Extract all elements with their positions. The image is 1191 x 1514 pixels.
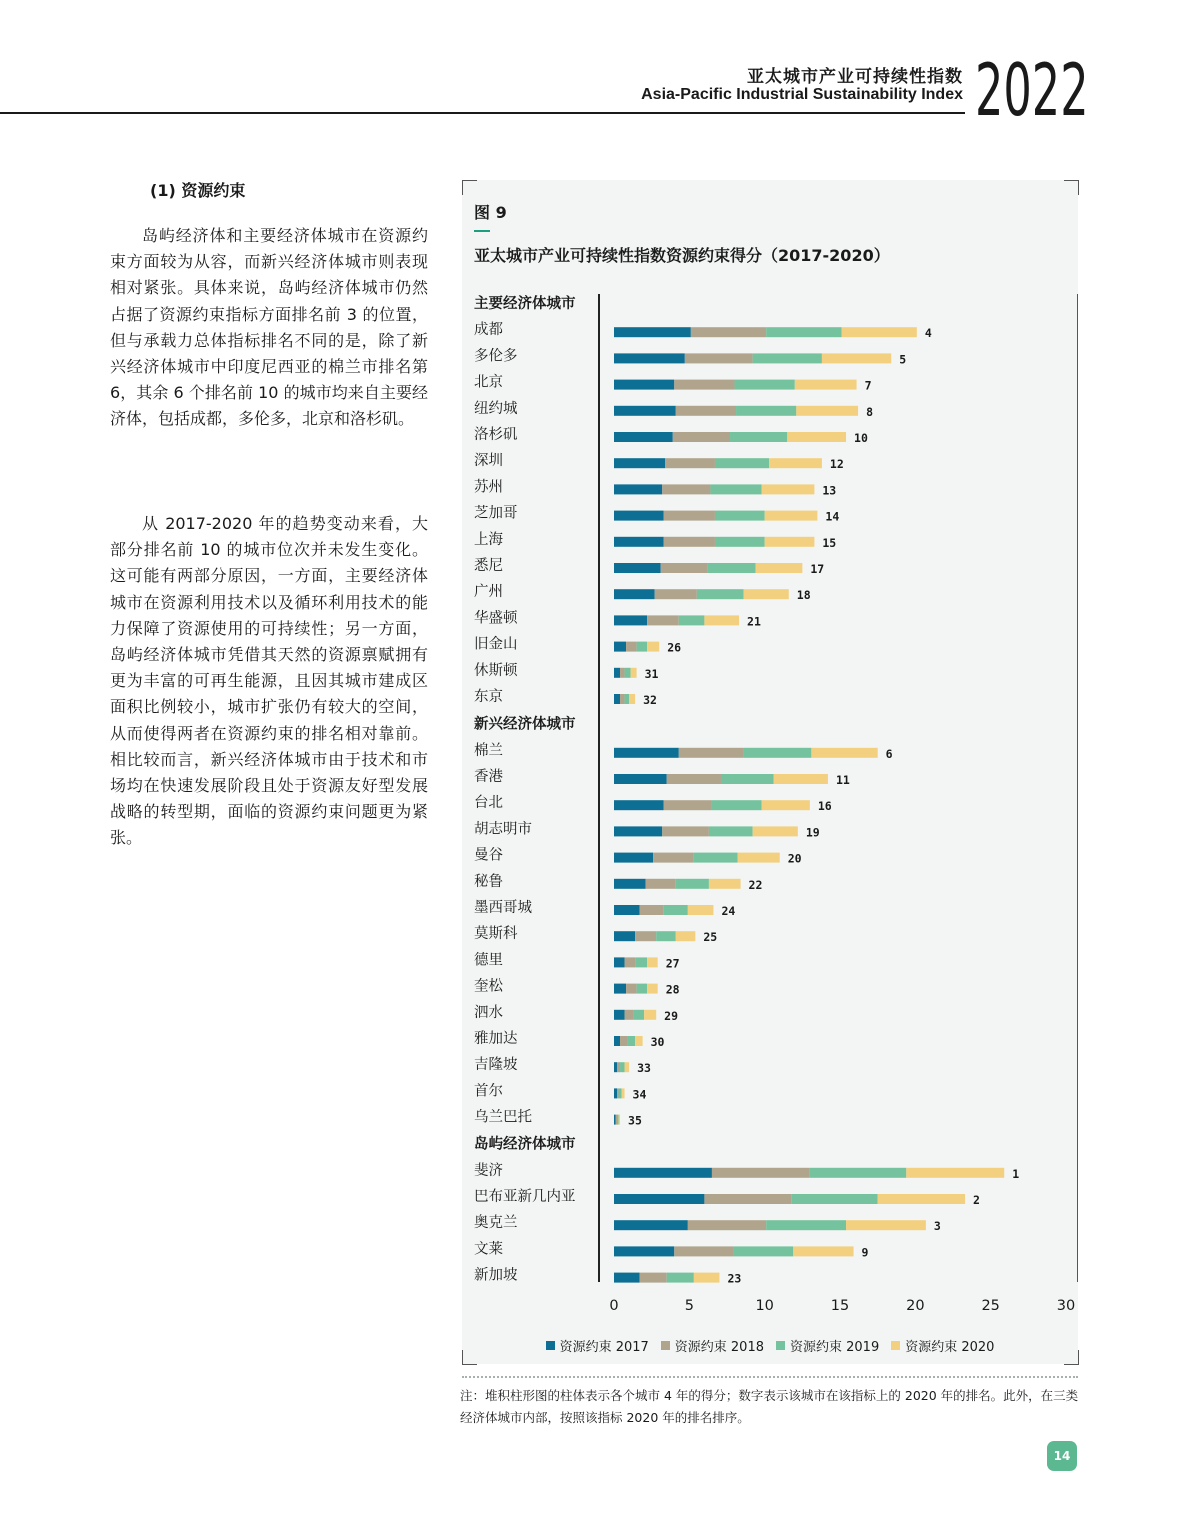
rank-label: 19 bbox=[805, 825, 820, 840]
bar-segment bbox=[614, 1273, 640, 1283]
rank-label: 7 bbox=[864, 378, 872, 393]
bar-segment bbox=[710, 484, 761, 494]
header-title-cn: 亚太城市产业可持续性指数 bbox=[747, 67, 963, 87]
bar-segment bbox=[656, 931, 676, 941]
corner-mark bbox=[1064, 180, 1079, 195]
bar-segment bbox=[715, 511, 765, 521]
bar-segment bbox=[617, 1062, 620, 1072]
bar-segment bbox=[614, 774, 667, 784]
city-label: 东京 bbox=[474, 689, 503, 705]
bar-segment bbox=[614, 800, 664, 810]
bar-segment bbox=[662, 484, 710, 494]
rank-label: 28 bbox=[665, 982, 680, 997]
body-paragraph: 岛屿经济体和主要经济体城市在资源约束方面较为从容，而新兴经济体城市则表现相对紧张。具体来说，岛屿经济体城市仍然占据了资源约束指标方面排名前 3 的位置，但与承载力总体指标排名不同的是，除了新兴经济体城市中印度尼西亚的棉兰市排名第 6，其余 6 个排名前 10 的城市均来自主要经济体，包括成都，多伦多，北京和洛杉矶。 bbox=[110, 226, 428, 429]
x-tick-label: 15 bbox=[830, 1298, 850, 1314]
city-label: 莫斯科 bbox=[474, 926, 518, 943]
rank-label: 23 bbox=[727, 1271, 742, 1286]
bar-segment bbox=[646, 879, 676, 889]
header-title-en: Asia-Pacific Industrial Sustainability Index bbox=[641, 86, 963, 103]
bar-segment bbox=[614, 984, 626, 994]
bar-segment bbox=[622, 1088, 625, 1098]
bar-segment bbox=[619, 1088, 622, 1098]
legend-item bbox=[776, 1336, 879, 1355]
bar-segment bbox=[661, 563, 708, 573]
bar-segment bbox=[614, 511, 664, 521]
bar-segment bbox=[614, 826, 662, 836]
rank-label: 15 bbox=[822, 535, 837, 550]
bar-segment bbox=[756, 563, 803, 573]
bar-segment bbox=[664, 537, 715, 547]
city-label: 成都 bbox=[474, 322, 503, 339]
x-tick-label: 25 bbox=[981, 1298, 1000, 1314]
bar-segment bbox=[810, 1168, 906, 1178]
bar-segment bbox=[640, 905, 664, 915]
bar-segment bbox=[676, 931, 696, 941]
bar-segment bbox=[637, 984, 648, 994]
city-label: 奎松 bbox=[474, 978, 503, 995]
city-label: 香港 bbox=[474, 769, 503, 785]
bar-segment bbox=[637, 642, 648, 652]
bar-segment bbox=[620, 1036, 628, 1046]
rank-label: 8 bbox=[866, 404, 874, 419]
bar-segment bbox=[614, 879, 646, 889]
bar-segment bbox=[614, 957, 625, 967]
x-tick-label: 0 bbox=[609, 1298, 619, 1314]
bar-segment bbox=[631, 668, 637, 678]
rank-label: 24 bbox=[721, 904, 736, 918]
bar-segment bbox=[620, 694, 625, 704]
legend-swatch bbox=[891, 1341, 900, 1350]
bar-segment bbox=[694, 1273, 720, 1283]
rank-label: 11 bbox=[835, 773, 850, 787]
x-tick-label: 5 bbox=[684, 1298, 694, 1314]
legend-item bbox=[546, 1336, 649, 1355]
bar-segment bbox=[640, 1273, 667, 1283]
x-tick-label: 10 bbox=[755, 1298, 774, 1314]
city-label: 文莱 bbox=[474, 1241, 503, 1258]
bar-segment bbox=[679, 615, 705, 625]
rank-label: 29 bbox=[664, 1008, 679, 1023]
bar-segment bbox=[766, 1220, 846, 1230]
rank-label: 17 bbox=[810, 562, 825, 576]
bar-segment bbox=[614, 642, 626, 652]
bar-segment bbox=[688, 905, 714, 915]
stacked-bar-chart bbox=[462, 280, 1078, 1320]
bar-segment bbox=[617, 1088, 619, 1098]
rank-label: 31 bbox=[644, 666, 659, 681]
rank-label: 5 bbox=[899, 352, 907, 367]
bar-segment bbox=[667, 774, 721, 784]
city-label: 纽约城 bbox=[474, 400, 518, 417]
bar-segment bbox=[664, 511, 715, 521]
city-label: 墨西哥城 bbox=[474, 900, 532, 916]
bar-segment bbox=[625, 1010, 634, 1020]
bar-segment bbox=[762, 800, 810, 810]
group-label: 主要经济体城市 bbox=[474, 296, 576, 312]
legend-item bbox=[661, 1336, 764, 1355]
city-label: 德里 bbox=[474, 952, 503, 969]
city-label: 秘鲁 bbox=[474, 873, 503, 890]
x-tick-label: 30 bbox=[1056, 1298, 1076, 1314]
bar-segment bbox=[653, 853, 694, 863]
bar-segment bbox=[644, 1010, 656, 1020]
rank-label: 4 bbox=[924, 326, 932, 341]
bar-segment bbox=[753, 353, 822, 363]
bar-segment bbox=[715, 537, 765, 547]
rank-label: 13 bbox=[822, 483, 837, 498]
city-label: 棉兰 bbox=[474, 742, 503, 759]
bar-segment bbox=[655, 589, 697, 599]
bar-segment bbox=[616, 1115, 618, 1125]
bar-segment bbox=[685, 353, 753, 363]
bar-segment bbox=[822, 353, 891, 363]
bar-segment bbox=[635, 931, 656, 941]
bar-segment bbox=[795, 380, 857, 390]
bar-segment bbox=[674, 380, 734, 390]
header-year: 2022 bbox=[975, 48, 1089, 132]
rank-label: 25 bbox=[703, 930, 718, 945]
bar-segment bbox=[736, 406, 796, 416]
bar-segment bbox=[614, 694, 620, 704]
bar-segment bbox=[665, 458, 715, 468]
bar-segment bbox=[614, 380, 674, 390]
bar-segment bbox=[662, 826, 709, 836]
bar-segment bbox=[769, 458, 822, 468]
x-tick-label: 20 bbox=[906, 1298, 925, 1314]
bar-segment bbox=[674, 1246, 733, 1256]
bar-segment bbox=[694, 853, 738, 863]
city-label: 广州 bbox=[474, 584, 503, 601]
city-label: 吉隆坡 bbox=[474, 1057, 518, 1074]
rank-label: 6 bbox=[885, 746, 893, 761]
city-label: 新加坡 bbox=[474, 1267, 518, 1284]
bar-segment bbox=[614, 458, 665, 468]
bar-segment bbox=[707, 563, 755, 573]
bar-segment bbox=[647, 957, 658, 967]
bar-segment bbox=[673, 432, 730, 442]
city-label: 深圳 bbox=[474, 453, 503, 470]
bar-segment bbox=[842, 327, 917, 337]
bar-segment bbox=[735, 380, 795, 390]
bar-segment bbox=[744, 748, 812, 758]
bar-segment bbox=[614, 905, 640, 915]
corner-mark bbox=[462, 180, 477, 195]
city-label: 台北 bbox=[474, 795, 503, 812]
bar-segment bbox=[664, 905, 688, 915]
city-label: 泗水 bbox=[474, 1004, 503, 1021]
bar-segment bbox=[614, 853, 653, 863]
bar-segment bbox=[691, 327, 766, 337]
bar-segment bbox=[647, 984, 658, 994]
bar-segment bbox=[721, 774, 774, 784]
bar-segment bbox=[614, 1088, 617, 1098]
bar-segment bbox=[614, 1220, 688, 1230]
rank-label: 3 bbox=[933, 1219, 941, 1234]
legend-swatch bbox=[546, 1341, 555, 1350]
group-label: 新兴经济体城市 bbox=[474, 716, 576, 733]
bar-segment bbox=[614, 1115, 616, 1125]
city-label: 北京 bbox=[474, 374, 503, 391]
bar-segment bbox=[730, 432, 787, 442]
rank-label: 10 bbox=[854, 431, 868, 445]
bar-segment bbox=[635, 957, 647, 967]
city-label: 洛杉矶 bbox=[474, 427, 518, 443]
bar-segment bbox=[765, 537, 815, 547]
bar-segment bbox=[676, 406, 736, 416]
bar-segment bbox=[647, 615, 679, 625]
bar-segment bbox=[614, 1246, 674, 1256]
bar-segment bbox=[766, 327, 841, 337]
bar-segment bbox=[878, 1194, 965, 1204]
rank-label: 2 bbox=[973, 1193, 980, 1207]
rank-label: 14 bbox=[825, 509, 840, 524]
bar-segment bbox=[846, 1220, 926, 1230]
rank-label: 34 bbox=[632, 1087, 647, 1102]
city-label: 奥克兰 bbox=[474, 1215, 518, 1232]
bar-segment bbox=[712, 800, 762, 810]
bar-segment bbox=[614, 484, 662, 494]
bar-segment bbox=[762, 484, 815, 494]
bar-segment bbox=[796, 406, 858, 416]
bar-segment bbox=[625, 694, 630, 704]
bar-segment bbox=[614, 668, 620, 678]
bar-segment bbox=[679, 748, 744, 758]
bar-segment bbox=[765, 511, 818, 521]
rank-label: 33 bbox=[637, 1061, 651, 1076]
city-label: 首尔 bbox=[474, 1083, 503, 1100]
body-paragraph: 从 2017-2020 年的趋势变动来看，大部分排名前 10 的城市位次并未发生变化。这可能有两部分原因，一方面，主要经济体城市在资源利用技术以及循环利用技术的能力保障了资源使用的可持续性；另一方面，岛屿经济体城市凭借其天然的资源禀赋拥有更为丰富的可再生能源，且因其城市建成区面积比例较小，城市扩张仍有较大的空间，从而使得两者在资源约束的排名相对靠前。相比较而言，新兴经济体城市由于技术和市场均在快速发展阶段且处于资源友好型发展战略的转型期，面临的资源约束问题更为紧张。 bbox=[110, 514, 428, 848]
bar-segment bbox=[625, 668, 631, 678]
figure-note: 注：堆积柱形图的柱体表示各个城市 4 年的得分；数字表示该城市在该指标上的 2020 年的排名。此外，在三类经济体城市内部，按照该指标 2020 年的排名排序。 bbox=[460, 1388, 1079, 1425]
bar-segment bbox=[614, 537, 664, 547]
header-rule bbox=[0, 112, 965, 114]
bar-segment bbox=[733, 1246, 793, 1256]
city-label: 雅加达 bbox=[474, 1031, 518, 1047]
bar-segment bbox=[625, 1062, 630, 1072]
bar-segment bbox=[614, 1168, 712, 1178]
bar-segment bbox=[614, 432, 673, 442]
city-label: 曼谷 bbox=[474, 847, 503, 864]
rank-label: 21 bbox=[747, 614, 761, 629]
bar-segment bbox=[625, 957, 636, 967]
rank-label: 27 bbox=[665, 956, 680, 971]
city-label: 胡志明市 bbox=[474, 821, 532, 838]
city-label: 华盛顿 bbox=[474, 610, 518, 627]
section-title: (1) 资源约束 bbox=[150, 181, 246, 200]
city-label: 上海 bbox=[474, 531, 503, 548]
figure-label: 图 9 bbox=[474, 203, 507, 222]
bar-segment bbox=[704, 1194, 791, 1204]
bar-segment bbox=[744, 589, 789, 599]
legend-label: 资源约束 2017 bbox=[559, 1340, 649, 1355]
bar-segment bbox=[635, 1036, 643, 1046]
bar-segment bbox=[906, 1168, 1004, 1178]
city-label: 巴布亚新几内亚 bbox=[474, 1189, 576, 1205]
bar-segment bbox=[614, 406, 676, 416]
bar-segment bbox=[619, 1115, 621, 1125]
legend-label: 资源约束 2019 bbox=[790, 1340, 880, 1355]
rank-label: 30 bbox=[650, 1035, 665, 1049]
bar-segment bbox=[614, 1194, 704, 1204]
bar-segment bbox=[688, 1220, 766, 1230]
bar-segment bbox=[614, 931, 635, 941]
rank-label: 12 bbox=[829, 457, 844, 472]
rank-label: 20 bbox=[787, 851, 802, 866]
bar-segment bbox=[614, 1010, 625, 1020]
bar-segment bbox=[709, 826, 753, 836]
bar-segment bbox=[614, 589, 655, 599]
city-label: 旧金山 bbox=[474, 636, 518, 653]
city-label: 悉尼 bbox=[474, 558, 503, 574]
bar-segment bbox=[792, 1194, 878, 1204]
bar-segment bbox=[626, 984, 637, 994]
page-number: 14 bbox=[1047, 1441, 1077, 1471]
bar-segment bbox=[620, 1062, 625, 1072]
city-label: 休斯顿 bbox=[474, 662, 518, 679]
legend-swatch bbox=[661, 1341, 670, 1350]
group-label: 岛屿经济体城市 bbox=[474, 1136, 576, 1153]
legend-label: 资源约束 2020 bbox=[905, 1340, 995, 1355]
bar-segment bbox=[629, 694, 635, 704]
city-label: 斐济 bbox=[474, 1162, 503, 1179]
figure-accent-dash bbox=[474, 230, 490, 232]
city-label: 苏州 bbox=[474, 479, 503, 496]
bar-segment bbox=[787, 432, 846, 442]
bar-segment bbox=[614, 1062, 617, 1072]
bar-segment bbox=[626, 642, 637, 652]
legend-swatch bbox=[776, 1341, 785, 1350]
city-label: 芝加哥 bbox=[474, 505, 518, 522]
rank-label: 1 bbox=[1012, 1166, 1020, 1181]
figure-title: 亚太城市产业可持续性指数资源约束得分（2017-2020） bbox=[474, 246, 890, 265]
rank-label: 35 bbox=[628, 1113, 642, 1128]
bar-segment bbox=[667, 1273, 694, 1283]
bar-segment bbox=[676, 879, 709, 889]
dotted-divider bbox=[462, 1376, 1078, 1378]
rank-label: 18 bbox=[796, 588, 811, 603]
bar-segment bbox=[634, 1010, 645, 1020]
bar-segment bbox=[715, 458, 769, 468]
bar-segment bbox=[704, 615, 739, 625]
rank-label: 32 bbox=[643, 693, 657, 707]
bar-segment bbox=[793, 1246, 853, 1256]
legend-label: 资源约束 2018 bbox=[674, 1340, 764, 1355]
legend-item bbox=[891, 1336, 994, 1355]
bar-segment bbox=[617, 1115, 619, 1125]
rank-label: 26 bbox=[667, 640, 682, 655]
bar-segment bbox=[614, 563, 661, 573]
bar-segment bbox=[774, 774, 828, 784]
bar-segment bbox=[614, 1036, 620, 1046]
rank-label: 22 bbox=[748, 877, 763, 892]
bar-segment bbox=[647, 642, 659, 652]
bar-segment bbox=[709, 879, 741, 889]
chart-legend bbox=[462, 1336, 1078, 1355]
bar-segment bbox=[614, 353, 685, 363]
bar-segment bbox=[620, 668, 625, 678]
bar-segment bbox=[697, 589, 744, 599]
bar-segment bbox=[664, 800, 712, 810]
bar-segment bbox=[614, 615, 647, 625]
bar-segment bbox=[614, 327, 691, 337]
bar-segment bbox=[753, 826, 798, 836]
bar-segment bbox=[738, 853, 780, 863]
bar-segment bbox=[628, 1036, 636, 1046]
city-label: 乌兰巴托 bbox=[474, 1109, 532, 1126]
bar-segment bbox=[811, 748, 877, 758]
rank-label: 9 bbox=[861, 1245, 869, 1260]
bar-segment bbox=[614, 748, 679, 758]
city-label: 多伦多 bbox=[474, 348, 518, 365]
bar-segment bbox=[712, 1168, 810, 1178]
rank-label: 16 bbox=[817, 799, 832, 814]
